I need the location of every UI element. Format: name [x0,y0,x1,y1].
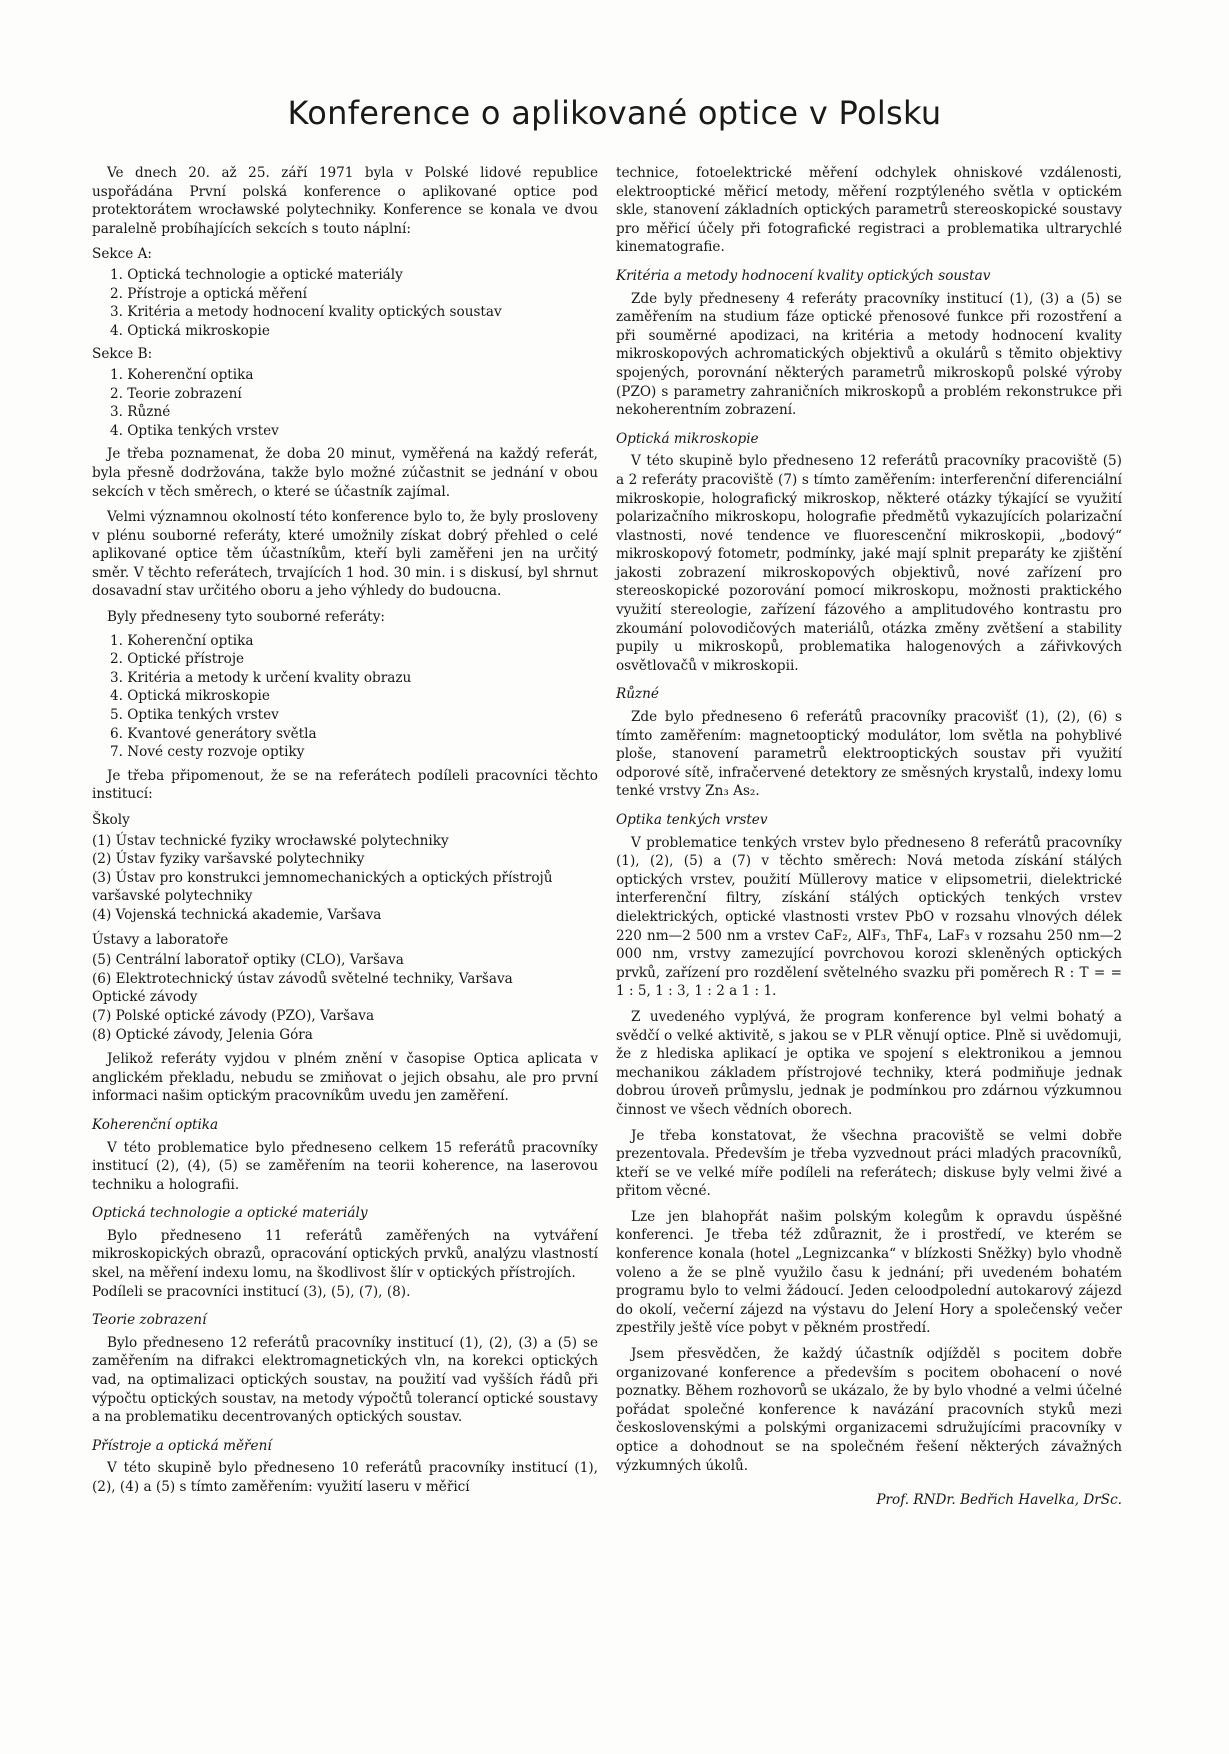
left-column [92,164,598,1504]
list-item: (1) Ústav technické fyziky wrocławské polytechniky [92,832,449,849]
list-item: 2. Optické přístroje [110,651,245,668]
microscopy-heading: Optická mikroskopie [616,430,759,447]
intro-paragraph: Ve dnech 20. až 25. září 1971 byla v Polské lidové republice uspořádána První polská konference o aplikované optice pod protektorátem wrocławské polytechniky. Konference se konala ve dvou paralelně probíhajících sekcích s touto náplní: [92,165,598,237]
factories-label: Optické závody [92,989,198,1006]
list-item: 1. Koherenční optika [110,632,254,649]
list-item: (3) Ústav pro konstrukci jemnomechanických a optických přístrojů varšavské polytechniky [92,869,553,905]
author-signature: Prof. RNDr. Bedřich Havelka, DrSc. [876,1492,1122,1509]
quality-criteria-heading: Kritéria a metody hodnocení kvality optických soustav [616,267,991,284]
list-item: 3. Různé [110,404,171,421]
right-column [616,164,1122,1510]
list-item: 3. Kritéria a metody hodnocení kvality optických soustav [110,304,502,321]
list-item: 2. Přístroje a optická měření [110,285,307,302]
list-item: 3. Kritéria a metody k určení kvality obrazu [110,669,412,686]
imaging-theory-text: Bylo předneseno 12 referátů pracovníky institucí (1), (2), (3) a (5) se zaměřením na difrakci elektromagnetických vln, na korekci optických vad, na optimalizaci optických soustav, na použití vad vyšších řádů při výpočtu optických soustav, na metody výpočtů tolerancí optické soustavy a na problematiku decentrovaných optických soustav. [92,1334,598,1426]
publication-paragraph: Jelikož referáty vyjdou v plném znění v časopise Optica aplicata v anglickém překladu, nebudu se zmiňovat o jejich obsahu, ale pro první informaci našim optickým pracovníkům uvedu jen zaměření. [92,1051,598,1105]
schools-label: Školy [92,812,130,828]
conclusion-paragraph: Z uvedeného vyplývá, že program konference byl velmi bohatý a svědčí o velké aktivitě, s jakou se v PLR věnují optice. Plně si uvědomuji, že z hlediska aplikací je optika ve spojení s elektronikou a jemnou mechanikou základem přístrojové techniky, která podmiňuje jednak dobrou úroveň průmyslu, jednak je podmínkou pro zdárnou výzkumnou činnost ve všech vědních oborech. [616,1008,1122,1118]
list-item: 1. Koherenční optika [110,366,254,383]
coherent-optics-text: V této problematice bylo předneseno celkem 15 referátů pracovníky institucí (2), (4), (5) se zaměřením na teorii koherence, na laserovou techniku a holografii. [92,1139,598,1193]
institutes-label: Ústavy a laboratoře [92,931,229,948]
time-paragraph: Je třeba poznamenat, že doba 20 minut, vyměřená na každý referát, byla přesně dodržována, takže bylo možné zúčastnit se jednání v obou sekcích v těch směrech, o které se účastník zajímal. [92,446,598,500]
article-title: Konference o aplikované optice v Polsku [287,94,942,132]
list-item: (4) Vojenská technická akademie, Varšava [92,906,382,923]
coherent-optics-heading: Koherenční optika [92,1116,219,1133]
miscellaneous-heading: Různé [616,686,659,703]
list-item: 4. Optická mikroskopie [110,688,270,705]
plenum-paragraph: Velmi významnou okolností této konference bylo to, že byly prosloveny v plénu souborné referáty, které umožnily získat dobrý přehled o celé aplikované optice těm účastníkům, kteří byli zaměřeni jen na určitý směr. V těchto referátech, trvajících 1 hod. 30 min. i s diskusí, byl shrnut dosavadní stav určitého oboru a jeho výhledy do budoucna. [92,509,598,600]
list-item: 2. Teorie zobrazení [110,385,242,402]
list-item: 4. Optika tenkých vrstev [110,422,279,439]
section-a-list [92,266,598,340]
institutes-list [92,951,598,988]
technology-text-2: Podíleli se pracovníci institucí (3), (5), (7), (8). [92,1283,411,1300]
factories-list [92,1007,598,1044]
schools-list [92,832,598,925]
summary-talks-list [92,632,598,762]
conclusion-paragraph: Lze jen blahopřát našim polským kolegům k opravdu úspěšné konferenci. Je třeba též zdůraznit, že i prostředí, ve kterém se konference konala (hotel „Legnizcanka“ v blízkosti Sněžky) bylo vhodně voleno a že se plně využilo času k jednání; při uvedeném bohatém programu bylo to velmi žádoucí. Jeden celoodpolední autokarový zájezd do okolí, večerní zájezd na výstavu do Jelení Hory a společenský večer zpestřily ještě více pobyt v pěkném prostředí. [616,1208,1122,1337]
list-item: (7) Polské optické závody (PZO), Varšava [92,1007,375,1024]
quality-criteria-text: Zde byly předneseny 4 referáty pracovníky institucí (1), (3) a (5) se zaměřením na studium fáze optické přenosové funkce při rozostření a při souměrné apodizaci, na kritéria a metody hodnocení kvality mikroskopových achromatických objektivů a okulárů s těmito objektivy spojených, porovnání některých parametrů mikroskopů polské výroby (PZO) s parametry zahraničních mikroskopů a problém rekonstrukce při nekoherentním zobrazení. [616,290,1122,419]
conclusion-paragraph: Jsem přesvědčen, že každý účastník odjížděl s pocitem dobře organizované konference a především s pocitem obohacení o nové poznatky. Během rozhovorů se ukázalo, že by bylo vhodné a velmi účelné pořádat společné konference k navázání pracovních styků mezi československými a polskými organizacemi sdružujícími pracovníky v optice a dohodnout se na společném řešení některých závažných výzkumných úkolů. [616,1346,1122,1474]
list-item: 5. Optika tenkých vrstev [110,707,279,724]
imaging-theory-heading: Teorie zobrazení [92,1312,207,1329]
list-item: (2) Ústav fyziky varšavské polytechniky [92,851,365,868]
thin-films-text: V problematice tenkých vrstev bylo předneseno 8 referátů pracovníky (1), (2), (5) a (7) v těchto směrech: Nová metoda získání stálých optických vrstev, použití Müllerovy matice v elipsometrii, dielektrické interferenční filtry, získání stálých optických tenkých vrstev dielektrických, optické vlastnosti vrstev PbO v rozsahu vlnových délek 220 nm—2 500 nm a vrstev CaF₂, AlF₃, ThF₄, LaF₃ v rozsahu 250 nm—2 000 nm, vrstvy zamezující povrchovou korozi skleněných optických prvků, zařízení pro rozdělení světelného svazku při poměrech R : T = = 1 : 5, 1 : 3, 1 : 2 a 1 : 1. [616,834,1122,1000]
list-item: 4. Optická mikroskopie [110,322,270,339]
list-item: (6) Elektrotechnický ústav závodů světelné techniky, Varšava [92,970,513,987]
technology-text: Bylo předneseno 11 referátů zaměřených na vytváření mikroskopických obrazů, opracování optických prvků, analýzu vlastností skel, na měření indexu lomu, na škodlivost šlír v optických přístrojích. [92,1227,598,1282]
list-item: 6. Kvantové generátory světla [110,725,317,742]
section-a-label: Sekce A: [92,246,152,263]
microscopy-text: V této skupině bylo předneseno 12 referátů pracovníky pracoviště (5) a 2 referáty pracoviště (7) s tímto zaměřením: interferenční diferenciální mikroskopie, holografický mikroskop, některé otázky týkající se využití polarizačního mikroskopu, holografie předmětů vykazujících polarizační vlastnosti, nové tendence ve fluorescenční mikroskopii, „bodový“ mikroskopový fotometr, podmínky, jaké mají splnit preparáty ke zjištění jakosti zobrazení mikroskopových objektivů, nové zařízení pro stereoskopické pozorování pomocí mikroskopu, možnosti praktického využití stereologie, zařízení fázového a amplitudového kontrastu pro zkoumání polovodičových materiálů, otázka změny zvětšení a stability pupily u mikroskopů, problematika halogenových a zářivkových osvětlovačů v mikroskopii. [616,453,1122,674]
technology-heading: Optická technologie a optické materiály [92,1205,368,1222]
list-item: 7. Nové cesty rozvoje optiky [110,744,305,761]
list-item: (8) Optické závody, Jelenia Góra [92,1026,313,1043]
instruments-text: V této skupině bylo předneseno 10 referátů pracovníky institucí (1), (2), (4) a (5) s tímto zaměřením: využití laseru v měřicí [92,1460,598,1495]
list-item: (5) Centrální laboratoř optiky (CLO), Varšava [92,952,404,969]
thin-films-heading: Optika tenkých vrstev [616,812,768,828]
conclusion-paragraph: Je třeba konstatovat, že všechna pracoviště se velmi dobře prezentovala. Především je třeba vyzvednout práci mladých pracovníků, kteří se ve velké míře podíleli na referátech; diskuse byly velmi živé a přitom věcné. [616,1127,1122,1200]
summary-talks-intro: Byly předneseny tyto souborné referáty: [106,609,385,626]
section-b-list [92,366,598,440]
section-b-label: Sekce B: [92,346,153,363]
institutions-paragraph: Je třeba připomenout, že se na referátech podíleli pracovníci těchto institucí: [92,767,598,803]
miscellaneous-text: Zde bylo předneseno 6 referátů pracovníky pracovišť (1), (2), (6) s tímto zaměřením: magnetooptický modulátor, lom světla na pohyblivé ploše, stanovení parametrů elektrooptických soustav při využití odporové sítě, infračervené detektory ze směsných krystalů, indexy lomu tenké vrstvy Zn₃ As₂. [616,709,1122,800]
list-item: 1. Optická technologie a optické materiály [110,266,403,283]
instruments-heading: Přístroje a optická měření [92,1437,272,1454]
instruments-text-continued: technice, fotoelektrické měření odchylek ohniskové vzdálenosti, elektrooptické měřicí metody, měření rozptýleného světla v optickém skle, stanovení základních optických parametrů stereoskopické soustavy pro měřicí účely při fotografické registraci a problematika ultrarychlé kinematografie. [616,165,1122,256]
